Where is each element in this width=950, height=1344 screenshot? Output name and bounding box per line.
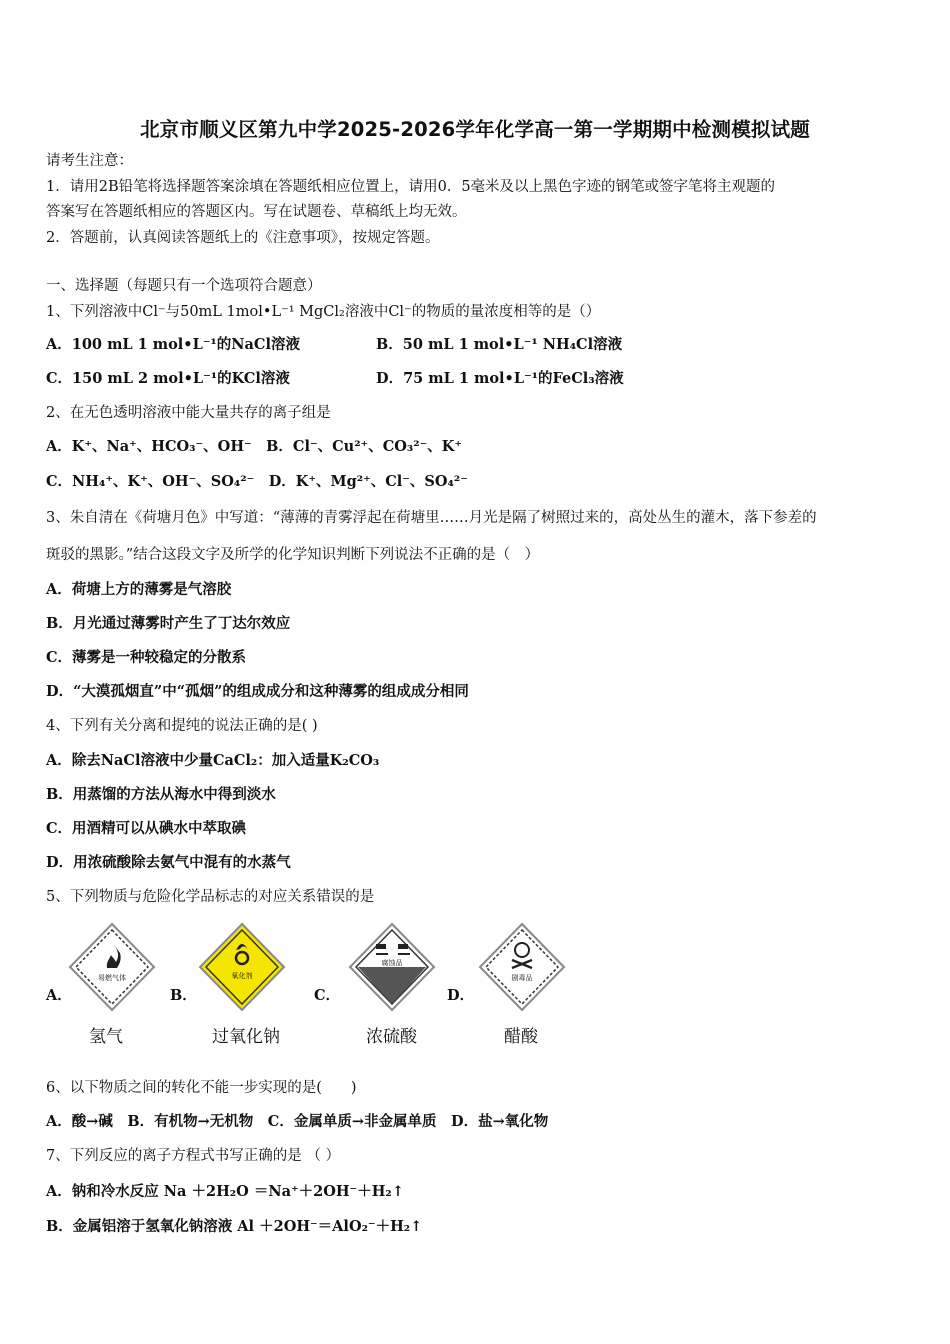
corrosive-icon	[346, 920, 438, 1014]
sign-label-d: 剧毒品	[511, 974, 533, 982]
skull-icon	[476, 920, 568, 1014]
section-heading: 一、选择题（每题只有一个选项符合题意）	[46, 278, 322, 294]
q3-option-d: D．“大漠孤烟直”中“孤烟”的组成成分和这种薄雾的组成成分相同	[46, 683, 469, 700]
q4-stem: 4、下列有关分离和提纯的说法正确的是( )	[46, 718, 318, 734]
q3-option-b: B．月光通过薄雾时产生了丁达尔效应	[46, 615, 291, 632]
notice-item-1b: 答案写在答题纸相应的答题区内。写在试题卷、草稿纸上均无效。	[46, 204, 467, 220]
q2-options-cd: C．NH₄⁺、K⁺、OH⁻、SO₄²⁻ D．K⁺、Mg²⁺、Cl⁻、SO₄²⁻	[46, 473, 468, 490]
oxidizer-icon	[196, 920, 288, 1014]
q2-options-ab: A．K⁺、Na⁺、HCO₃⁻、OH⁻ B．Cl⁻、Cu²⁺、CO₃²⁻、K⁺	[46, 438, 462, 455]
substance-a: 氢气	[89, 1027, 123, 1047]
substance-c: 浓硫酸	[366, 1027, 417, 1047]
q4-option-a: A．除去NaCl溶液中少量CaCl₂：加入适量K₂CO₃	[46, 752, 380, 769]
q1-option-c: C．150 mL 2 mol•L⁻¹的KCl溶液	[46, 370, 290, 387]
q4-option-b: B．用蒸馏的方法从海水中得到淡水	[46, 786, 276, 803]
q1-option-a: A．100 mL 1 mol•L⁻¹的NaCl溶液	[46, 336, 300, 353]
notice-heading: 请考生注意：	[46, 153, 133, 169]
flame-icon	[66, 920, 158, 1014]
page-title: 北京市顺义区第九中学2025-2026学年化学高一第一学期期中检测模拟试题	[139, 118, 811, 141]
q5-letter-b: B．	[170, 987, 197, 1004]
q5-letter-d: D．	[447, 987, 475, 1004]
q5-letter-c: C．	[314, 987, 341, 1004]
q2-stem: 2、在无色透明溶液中能大量共存的离子组是	[46, 405, 331, 421]
q6-stem: 6、以下物质之间的转化不能一步实现的是( )	[46, 1080, 357, 1096]
sign-label-c: 腐蚀品	[381, 959, 403, 967]
q1-stem: 1、下列溶液中Cl⁻与50mL 1mol•L⁻¹ MgCl₂溶液中Cl⁻的物质的量浓度相等的是（）	[46, 304, 601, 320]
q6-options: A．酸→碱 B．有机物→无机物 C．金属单质→非金属单质 D．盐→氧化物	[46, 1113, 549, 1130]
q3-option-c: C．薄雾是一种较稳定的分散系	[46, 649, 247, 666]
sign-label-b: 氧化剂	[231, 972, 253, 980]
sign-label-a: 易燃气体	[98, 974, 126, 982]
q3-stem-1: 3、朱自清在《荷塘月色》中写道：“薄薄的青雾浮起在荷塘里……月光是隔了树照过来的，高处丛生的灌木，落下参差的	[46, 510, 817, 526]
q5-letter-a: A．	[46, 987, 72, 1004]
q5-stem: 5、下列物质与危险化学品标志的对应关系错误的是	[46, 889, 375, 905]
q4-option-c: C．用酒精可以从碘水中萃取碘	[46, 820, 247, 837]
substance-d: 醋酸	[504, 1027, 538, 1047]
q4-option-d: D．用浓硫酸除去氨气中混有的水蒸气	[46, 854, 291, 871]
substance-b: 过氧化钠	[212, 1027, 280, 1047]
q3-option-a: A．荷塘上方的薄雾是气溶胶	[46, 581, 232, 598]
q7-stem: 7、下列反应的离子方程式书写正确的是 （ ）	[46, 1148, 340, 1164]
q3-stem-2: 斑驳的黑影。”结合这段文字及所学的化学知识判断下列说法不正确的是（ ）	[46, 547, 540, 563]
q1-option-b: B．50 mL 1 mol•L⁻¹ NH₄Cl溶液	[376, 336, 623, 353]
q7-option-a: A．钠和冷水反应 Na ＋2H₂O ＝Na⁺＋2OH⁻＋H₂↑	[46, 1183, 404, 1200]
q1-option-d: D．75 mL 1 mol•L⁻¹的FeCl₃溶液	[376, 370, 624, 387]
notice-item-1a: 1．请用2B铅笔将选择题答案涂填在答题纸相应位置上，请用0．5毫米及以上黑色字迹的钢笔或签字笔将主观题的	[46, 179, 776, 195]
notice-item-2: 2．答题前，认真阅读答题纸上的《注意事项》，按规定答题。	[46, 230, 440, 246]
q7-option-b: B．金属铝溶于氢氧化钠溶液 Al ＋2OH⁻＝AlO₂⁻＋H₂↑	[46, 1218, 423, 1235]
